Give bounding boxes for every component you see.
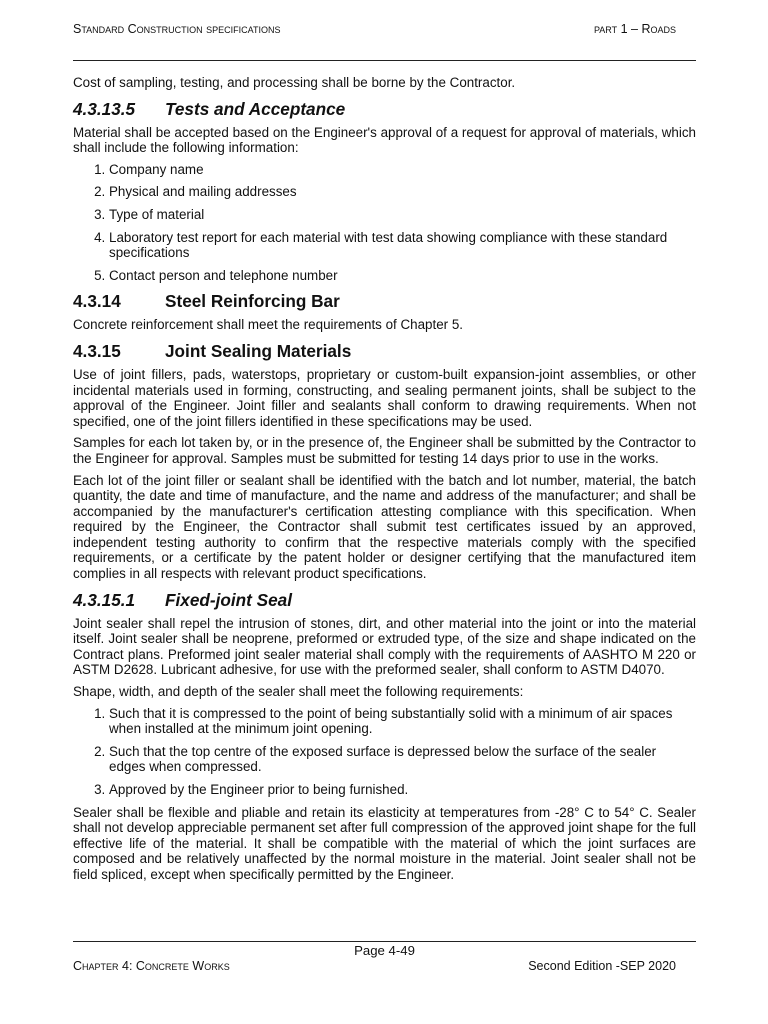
list-item: 3. Type of material — [109, 207, 696, 223]
page-footer — [73, 959, 696, 977]
section-title: Tests and Acceptance — [165, 98, 346, 119]
list-item: 4. Laboratory test report for each material with test data showing compliance with these standard specifications — [109, 230, 696, 261]
section-title: Steel Reinforcing Bar — [165, 291, 340, 312]
requirements-list — [73, 706, 696, 798]
page-number: Page 4-49 — [354, 943, 415, 958]
section-heading-4-3-15-1 — [73, 590, 696, 610]
list-item: 2. Physical and mailing addresses — [109, 184, 696, 200]
list-item: 3. Approved by the Engineer prior to being furnished. — [109, 782, 696, 798]
section-heading-4-3-14 — [73, 291, 696, 311]
paragraph: Samples for each lot taken by, or in the presence of, the Engineer shall be submitted by the Contractor to the Engineer for approval. Samples must be submitted for testing 14 days prior to use in the works. — [73, 435, 696, 466]
section-title: Fixed-joint Seal — [165, 589, 293, 610]
section-number: 4.3.14 — [73, 291, 121, 312]
list-item: 5. Contact person and telephone number — [109, 268, 696, 284]
list-item: 2. Such that the top centre of the exposed surface is depressed below the surface of the sealer edges when compressed. — [109, 744, 696, 775]
paragraph: Concrete reinforcement shall meet the requirements of Chapter 5. — [73, 317, 464, 333]
paragraph: Each lot of the joint filler or sealant shall be identified with the batch and lot number, material, the batch quantity, the date and time of manufacture, and the name and address of the manufacturer; and shall be accompanied by the manufacturer's certification attesting compliance with this specification. When required by the Engineer, the Contractor shall submit test certificates issued by an approved, independent testing authority to confirm that the respective materials comply with the specified requirements, or a certificate by the patent holder or designer certifying that the manufactured item complies in all respects with relevant product specifications. — [73, 472, 696, 582]
intro-paragraph: Cost of sampling, testing, and processing shall be borne by the Contractor. — [73, 75, 516, 90]
section-number: 4.3.15 — [73, 340, 121, 361]
paragraph: Material shall be accepted based on the Engineer's approval of a request for approval of materials, which shall include the following information: — [73, 124, 696, 156]
footer-left: Chapter 4: Concrete Works — [73, 959, 230, 973]
section-heading-4-3-15 — [73, 341, 696, 361]
footer-right: Second Edition -SEP 2020 — [528, 959, 676, 973]
paragraph: Joint sealer shall repel the intrusion of stones, dirt, and other material into the joint or into the material itself. Joint sealer shall be neoprene, preformed or extruded type, of the size and shape indicated on the Contract plans. Preformed joint sealer material shall comply with the requirements of AASHTO M 220 or ASTM D2628. Lubricant adhesive, for use with the preformed sealer, shall conform to ASTM D4070. — [73, 615, 696, 678]
footer-rule — [73, 941, 696, 942]
page-header — [73, 22, 696, 42]
section-number: 4.3.13.5 — [73, 98, 136, 119]
information-list — [73, 162, 696, 284]
section-title: Joint Sealing Materials — [165, 340, 352, 361]
paragraph: Use of joint fillers, pads, waterstops, proprietary or custom-built expansion-joint assemblies, or other incidental materials used in forming, constructing, and sealing permanent joints, shall be subject to the approval of the Engineer. Joint filler and sealants shall conform to drawing requirements. When not specified, one of the joint fillers identified in these specifications may be used. — [73, 366, 696, 429]
document-page — [73, 0, 696, 1024]
header-rule — [73, 60, 696, 61]
paragraph: Shape, width, and depth of the sealer shall meet the following requirements: — [73, 684, 524, 700]
list-item: 1. Such that it is compressed to the point of being substantially solid with a minimum of air spaces when installed at the minimum joint opening. — [109, 706, 696, 737]
page-content — [73, 75, 696, 889]
header-right: part 1 – Roads — [593, 22, 676, 36]
header-left: Standard Construction specifications — [73, 22, 281, 36]
section-number: 4.3.15.1 — [73, 589, 136, 610]
list-item: 1. Company name — [109, 162, 696, 178]
paragraph: Sealer shall be flexible and pliable and retain its elasticity at temperatures from -28° C to 54° C. Sealer shall not develop appreciable permanent set after full compression of the approved joint shape for the full effective life of the material. It shall be compatible with the material of which the joint surfaces are composed and be relatively unaffected by the normal moisture in the material. Joint sealer shall not be field spliced, except when specifically permitted by the Engineer. — [73, 804, 696, 882]
section-heading-4-3-13-5 — [73, 99, 696, 119]
